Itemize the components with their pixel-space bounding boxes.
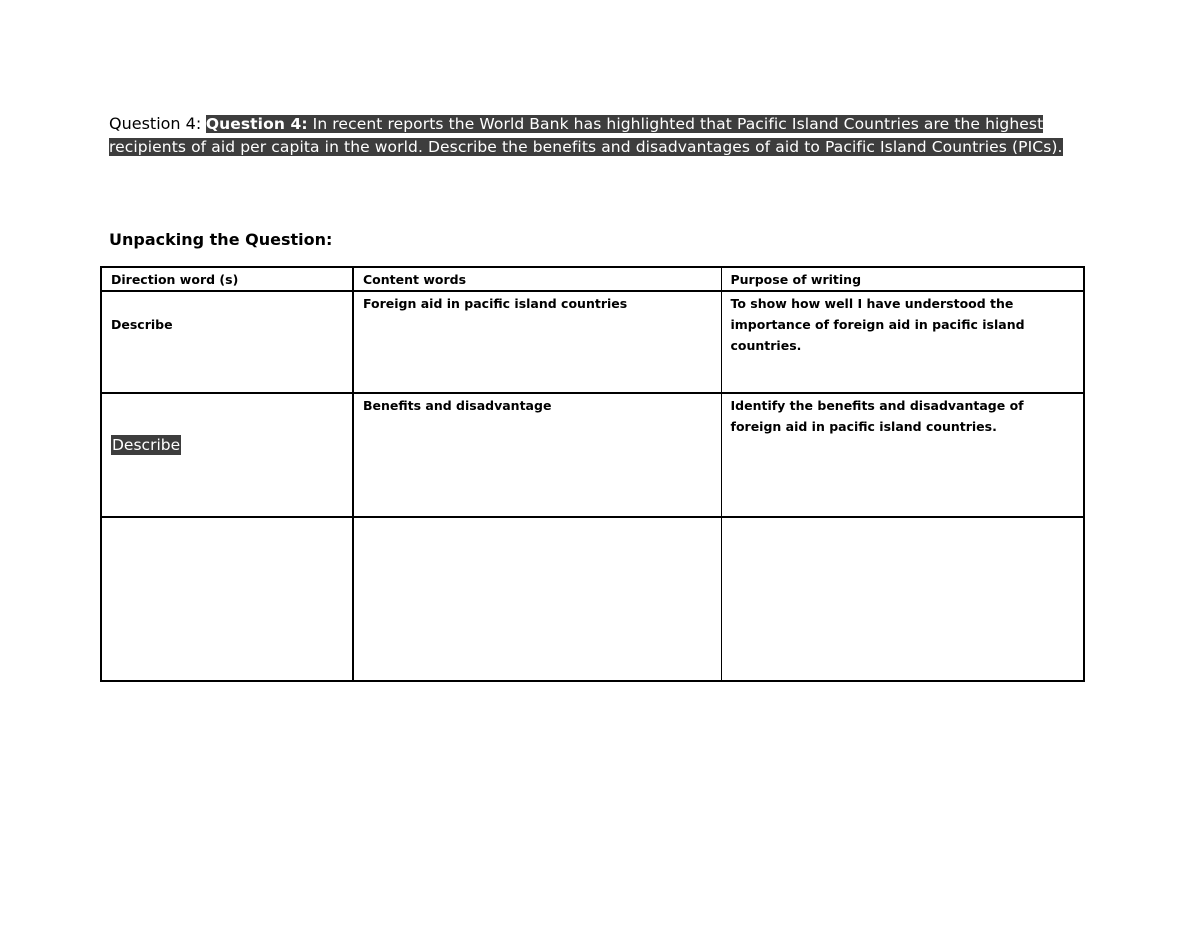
content-cell: Foreign aid in pacific island countries <box>353 291 721 393</box>
direction-cell <box>101 291 353 393</box>
section-heading: Unpacking the Question: <box>109 230 333 249</box>
question-label: Question 4: <box>109 114 202 133</box>
purpose-cell: To show how well I have understood the importance of foreign aid in pacific island countries. <box>721 291 1084 393</box>
purpose-cell: Identify the benefits and disadvantage of foreign aid in pacific island countries. <box>721 393 1084 517</box>
content-cell <box>353 517 721 681</box>
question-paragraph <box>109 112 1084 159</box>
table-row <box>101 517 1084 681</box>
table-row <box>101 393 1084 517</box>
direction-word: Describe <box>111 317 173 332</box>
direction-word-highlighted: Describe <box>112 436 181 454</box>
direction-cell <box>101 517 353 681</box>
table-row <box>101 291 1084 393</box>
direction-cell <box>101 393 353 517</box>
unpacking-table <box>100 266 1085 682</box>
question-text: In recent reports the World Bank has highlighted that Pacific Island Countries are the highest recipients of aid per capita in the world. Describe the benefits and disadvantages of aid to Pacific Island Countries (PICs). <box>109 115 1063 156</box>
question-highlight <box>109 115 1063 156</box>
purpose-cell <box>721 517 1084 681</box>
table-header-row <box>101 267 1084 291</box>
header-purpose-of-writing: Purpose of writing <box>721 267 1084 291</box>
header-direction-words: Direction word (s) <box>101 267 353 291</box>
content-cell: Benefits and disadvantage <box>353 393 721 517</box>
header-content-words: Content words <box>353 267 721 291</box>
question-highlight-label: Question 4: <box>205 115 308 133</box>
